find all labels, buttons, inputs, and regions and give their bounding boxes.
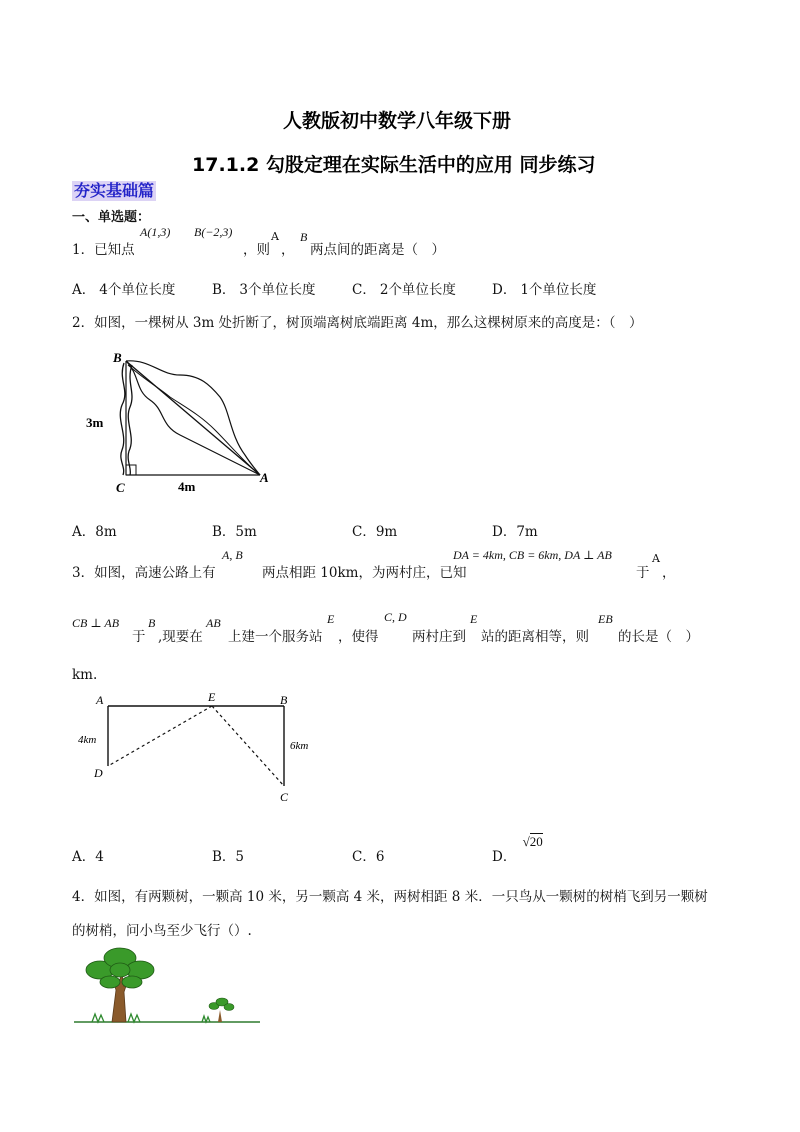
option-value: 2 [379, 282, 389, 298]
option-text: 个单位长度 [528, 282, 597, 298]
q3-foot-a: A [652, 552, 660, 565]
label-d: D [94, 766, 103, 780]
option-letter: C． [352, 282, 376, 298]
label-4km: 4km [78, 734, 97, 746]
small-tree-trunk [218, 1010, 222, 1022]
q1-a: A [271, 230, 279, 243]
q3-e2: E [470, 612, 478, 626]
page-subtitle: 17.1.2 勾股定理在实际生活中的应用 同步练习 [192, 154, 596, 176]
q2-option-b[interactable]: B．5m [212, 524, 257, 540]
label-b: B [280, 693, 288, 707]
q2-option-a[interactable]: A．8m [72, 524, 117, 540]
label-a: A [260, 470, 269, 485]
option-value: 1 [520, 282, 529, 298]
label-4m: 4m [178, 479, 196, 494]
q3-line2-a: 于 [132, 629, 146, 645]
label-c: C [280, 790, 289, 804]
option-value: 3 [239, 282, 249, 298]
segment-ba [126, 361, 260, 475]
right-angle-mark [126, 465, 136, 475]
q3-line2-g: 的长是（ ） [618, 629, 699, 645]
q3-line2-f: 站的距离相等，则 [481, 629, 589, 645]
q3-cond2: CB ⊥ AB [72, 616, 120, 630]
q1-option-d[interactable] [492, 278, 596, 298]
q3-line1-a: 3．如图，高速公路上有 [72, 565, 216, 581]
section-tag: 夯实基础篇 [74, 181, 155, 200]
q1-point-b: B(−2,3) [194, 225, 233, 239]
q3-line2-c: 上建一个服务站 [228, 629, 323, 645]
option-text: 个单位长度 [107, 282, 176, 298]
page-title: 人教版初中数学八年级下册 [283, 110, 512, 132]
label-a: A [96, 693, 104, 707]
q3-e: E [327, 612, 335, 626]
label-b: B [113, 350, 122, 365]
sqrt-radicand: 20 [529, 834, 543, 849]
q1-comma: ， [281, 242, 295, 258]
q3-option-a[interactable]: A．4 [72, 849, 104, 865]
label-3m: 3m [86, 415, 104, 430]
q3-line1-b: 两点相距 10km，为两村庄，已知 [262, 565, 467, 581]
q3-foot-b: B [148, 616, 156, 630]
q1-b: B [300, 230, 308, 244]
q3-line1-c: 于 [636, 565, 650, 581]
q3-cd: C, D [384, 610, 407, 624]
q1-option-b[interactable] [212, 278, 316, 298]
q2-option-c[interactable]: C．9m [352, 524, 398, 540]
tree-trunk-outline [128, 365, 132, 475]
option-letter: B． [212, 282, 236, 298]
q3-line2-d: ，使得 [338, 629, 379, 645]
q3-line2-e: 两村庄到 [412, 629, 466, 645]
q3-cond: DA = 4km, CB = 6km, DA ⊥ AB [453, 548, 612, 562]
option-text: 个单位长度 [248, 282, 316, 298]
segment-ed [108, 706, 212, 766]
label-c: C [116, 480, 125, 495]
sqrt-sign-icon: √ [522, 834, 530, 849]
q3-line3: km. [72, 667, 98, 683]
q1-option-c[interactable] [352, 278, 456, 298]
label-e: E [208, 690, 216, 704]
q3-option-c[interactable]: C．6 [352, 849, 385, 865]
q3-seg-ab: AB [206, 616, 221, 630]
small-tree-crown [209, 998, 234, 1011]
q3-eb: EB [598, 612, 613, 626]
part-heading: 一、单选题： [72, 210, 151, 225]
label-6km: 6km [290, 740, 309, 752]
q2-option-d[interactable]: D．7m [492, 524, 538, 540]
option-text: 个单位长度 [388, 282, 456, 298]
q1-tail: 两点间的距离是（ ） [310, 242, 445, 258]
q4-line2: 的树梢，问小鸟至少飞行（）. [72, 923, 252, 939]
q3-line1-d: ， [662, 565, 676, 581]
option-letter: D． [492, 849, 517, 865]
segment-ec [212, 706, 284, 786]
q4-line1: 4．如图，有两颗树，一颗高 10 米，另一颗高 4 米，两树相距 8 米．一只鸟从一颗树的树梢飞到另一颗树 [72, 889, 708, 905]
option-value: 4 [99, 282, 108, 298]
option-letter: A． [72, 282, 96, 298]
tree-trunk [120, 363, 125, 475]
sqrt-expression [523, 834, 543, 849]
q1-mid: ，则 [243, 242, 270, 258]
q3-ab: A, B [222, 548, 243, 562]
q2-text: 2．如图，一棵树从 3m 处折断了，树顶端离树底端距离 4m，那么这棵树原来的高度是：（ ） [72, 315, 643, 331]
q3-option-b[interactable]: B．5 [212, 849, 245, 865]
q1-prefix: 1．已知点 [72, 242, 135, 258]
q3-option-d[interactable] [492, 832, 543, 865]
q4-trees-figure [72, 940, 272, 1028]
q2-tree-figure [80, 345, 280, 495]
q3-road-figure [72, 688, 332, 808]
q1-point-a: A(1,3) [140, 225, 171, 239]
q1-option-a[interactable] [72, 278, 175, 298]
q3-line2-b: ,现要在 [158, 629, 203, 645]
option-letter: D． [492, 282, 517, 298]
grass [92, 1014, 210, 1022]
big-tree-crown [86, 948, 154, 988]
